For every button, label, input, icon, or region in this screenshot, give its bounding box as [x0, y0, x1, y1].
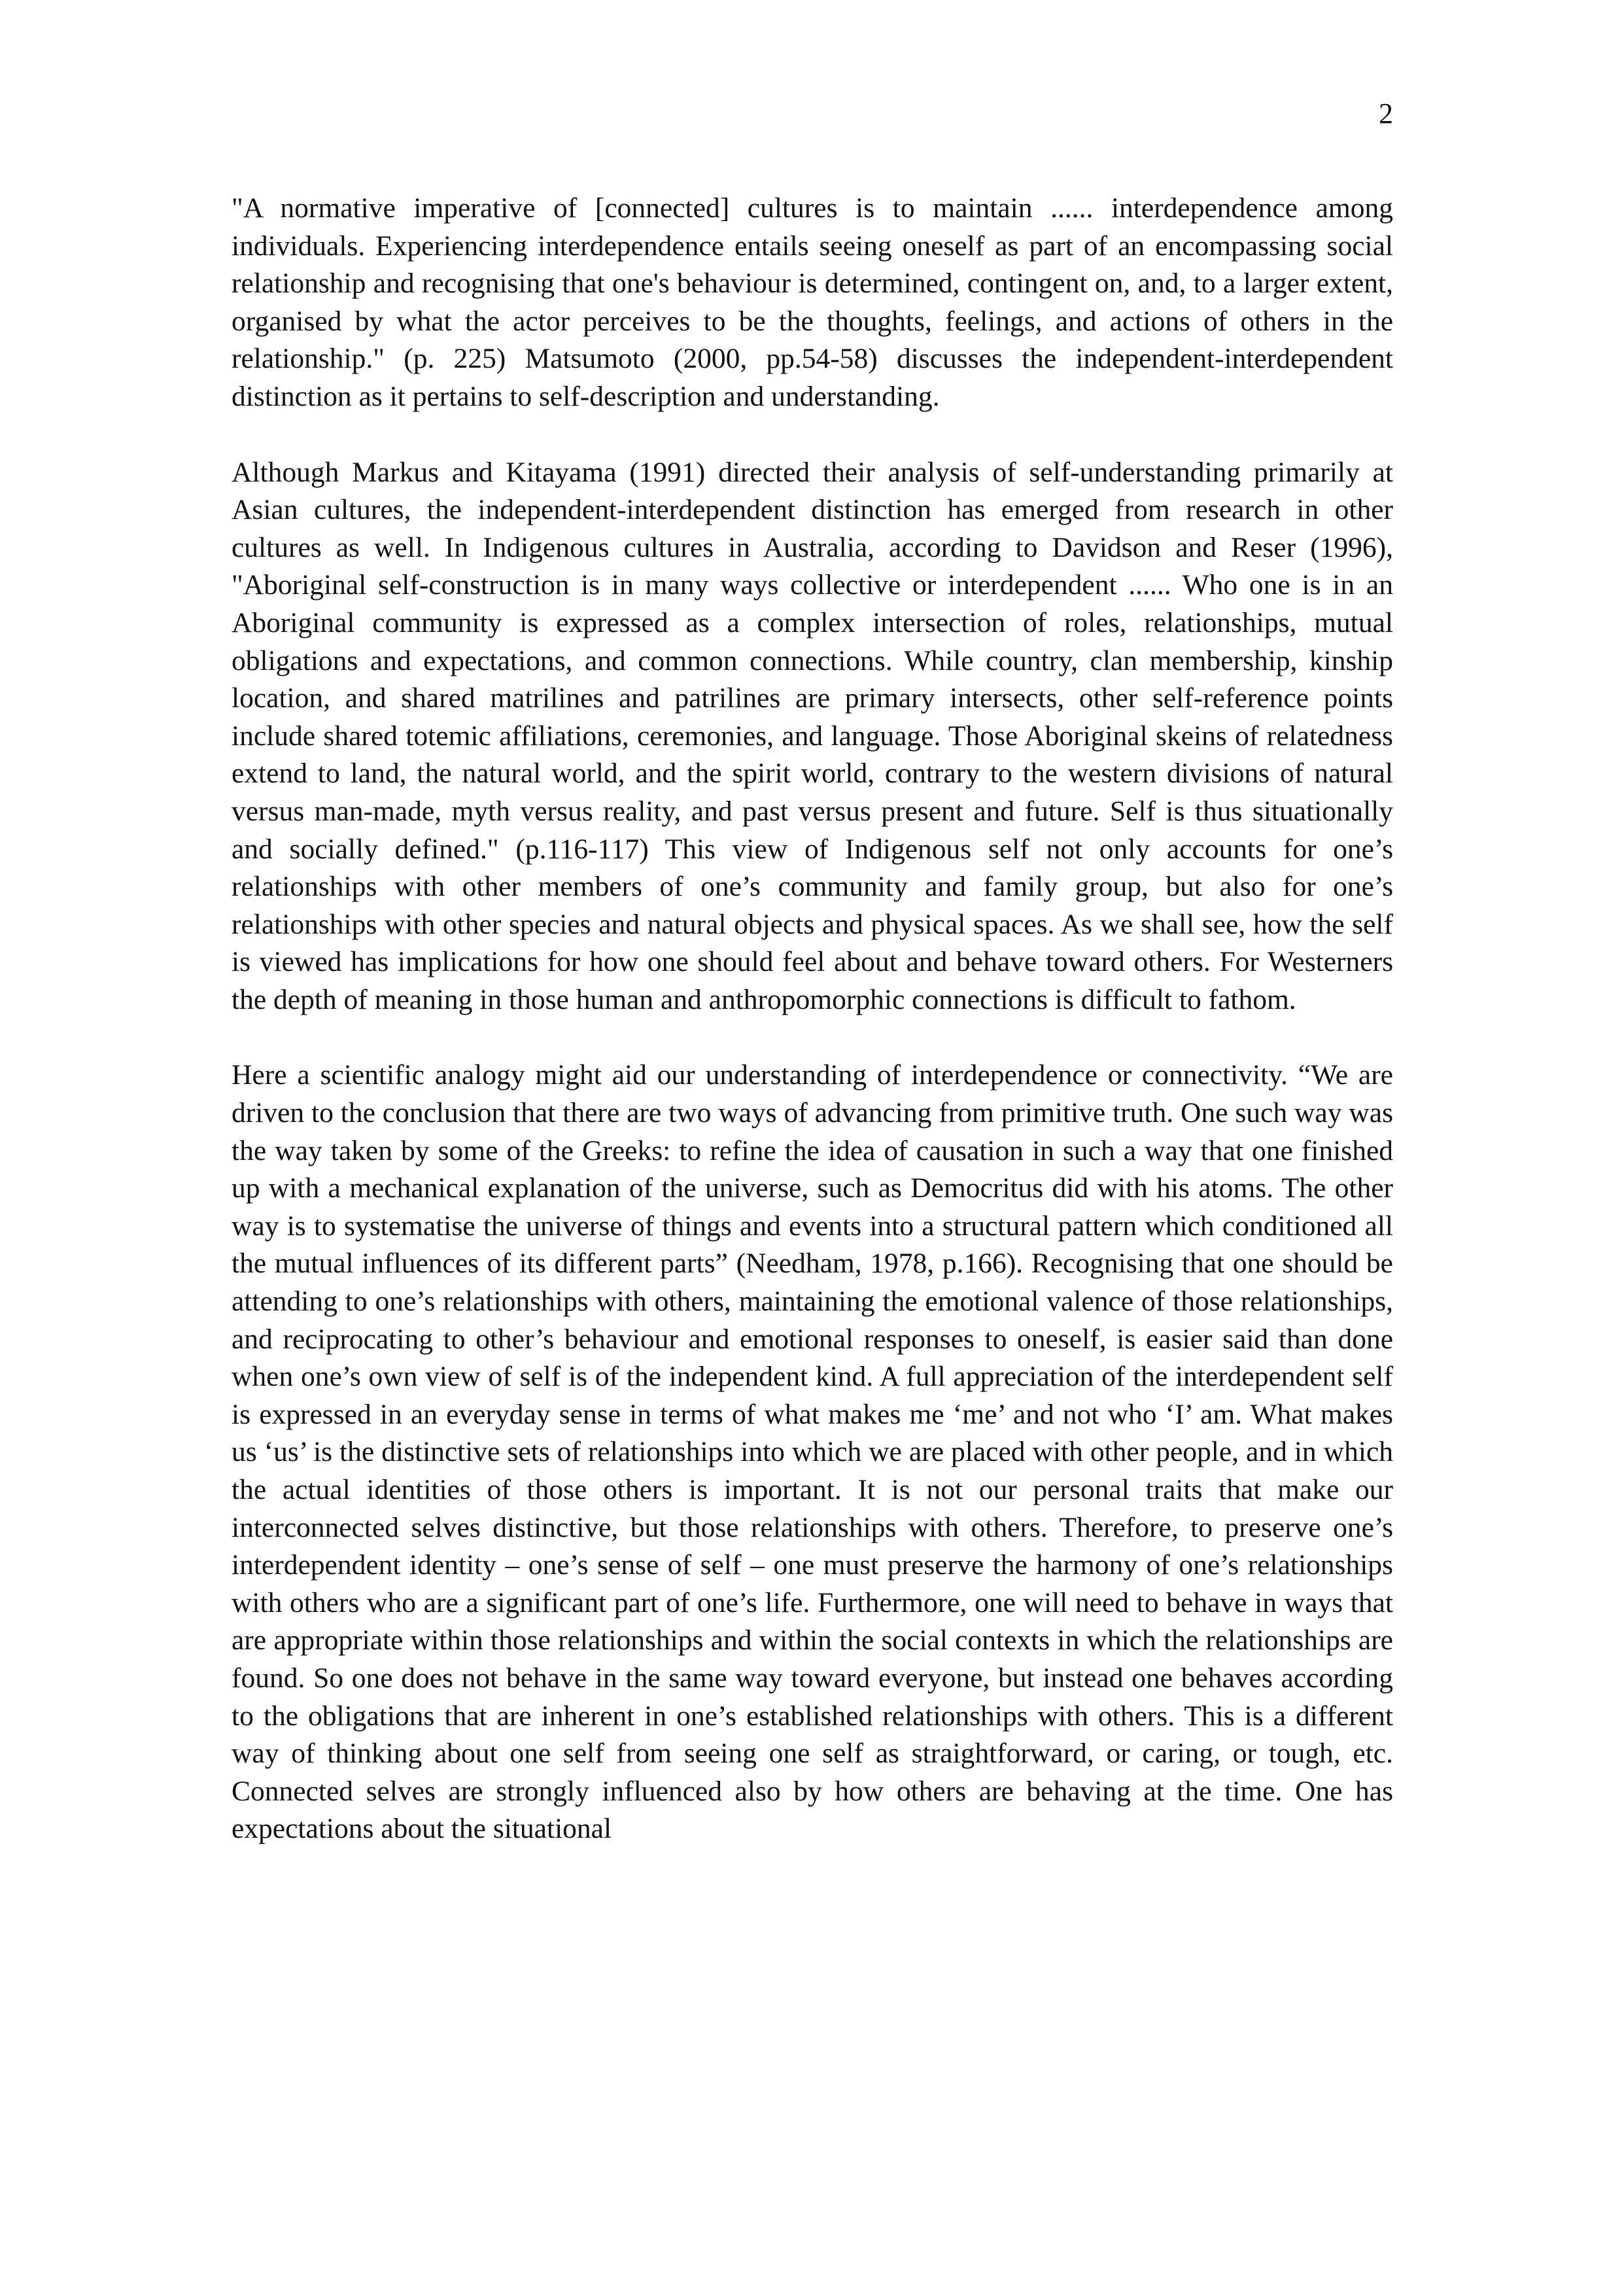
body-text — [232, 190, 1393, 1886]
paragraph-1: "A normative imperative of [connected] cultures is to maintain ...... interdependence among individuals. Experiencing interdependence entails seeing oneself as part of an encompassing social relationship and recognising that one's behaviour is determined, contingent on, and, to a larger extent, organised by what the actor perceives to be the thoughts, feelings, and actions of others in the relationship." (p. 225) Matsumoto (2000, pp.54-58) discusses the independent-interdependent distinction as it pertains to self-description and understanding. — [232, 192, 1393, 412]
page-number: 2 — [1379, 97, 1393, 130]
paragraph-3: Here a scientific analogy might aid our understanding of interdependence or connectivity. “We are driven to the conclusion that there are two ways of advancing from primitive truth. One such way was the way taken by some of the Greeks: to refine the idea of causation in such a way that one finished up with a mechanical explanation of the universe, such as Democritus did with his atoms. The other way is to systematise the universe of things and events into a structural pattern which conditioned all the mutual influences of its different parts” (Needham, 1978, p.166). Recognising that one should be attending to one’s relationships with others, maintaining the emotional valence of those relationships, and reciprocating to other’s behaviour and emotional responses to oneself, is easier said than done when one’s own view of self is of the independent kind. A full appreciation of the interdependent self is expressed in an everyday sense in terms of what makes me ‘me’ and not who ‘I’ am. What makes us ‘us’ is the distinctive sets of relationships into which we are placed with other people, and in which the actual identities of those others is important. It is not our personal traits that make our interconnected selves distinctive, but those relationships with others. Therefore, to preserve one’s interdependent identity – one’s sense of self – one must preserve the harmony of one’s relationships with others who are a significant part of one’s life. Furthermore, one will need to behave in ways that are appropriate within those relationships and within the social contexts in which the relationships are found. So one does not behave in the same way toward everyone, but instead one behaves according to the obligations that are inherent in one’s established relationships with others. This is a different way of thinking about one self from seeing one self as straightforward, or caring, or tough, etc. Connected selves are strongly influenced also by how others are behaving at the time. One has expectations about the situational — [232, 1059, 1393, 1845]
paragraph-2: Although Markus and Kitayama (1991) directed their analysis of self-understanding primarily at Asian cultures, the independent-interdependent distinction has emerged from research in other cultures as well. In Indigenous cultures in Australia, according to Davidson and Reser (1996), "Aboriginal self-construction is in many ways collective or interdependent ...... Who one is in an Aboriginal community is expressed as a complex intersection of roles, relationships, mutual obligations and expectations, and common connections. While country, clan membership, kinship location, and shared matrilines and patrilines are primary intersects, other self-reference points include shared totemic affiliations, ceremonies, and language. Those Aboriginal skeins of relatedness extend to land, the natural world, and the spirit world, contrary to the western divisions of natural versus man-made, myth versus reality, and past versus present and future. Self is thus situationally and socially defined." (p.116-117) This view of Indigenous self not only accounts for one’s relationships with other members of one’s community and family group, but also for one’s relationships with other species and natural objects and physical spaces. As we shall see, how the self is viewed has implications for how one should feel about and behave toward others. For Westerners the depth of meaning in those human and anthropomorphic connections is difficult to fathom. — [232, 456, 1393, 1015]
